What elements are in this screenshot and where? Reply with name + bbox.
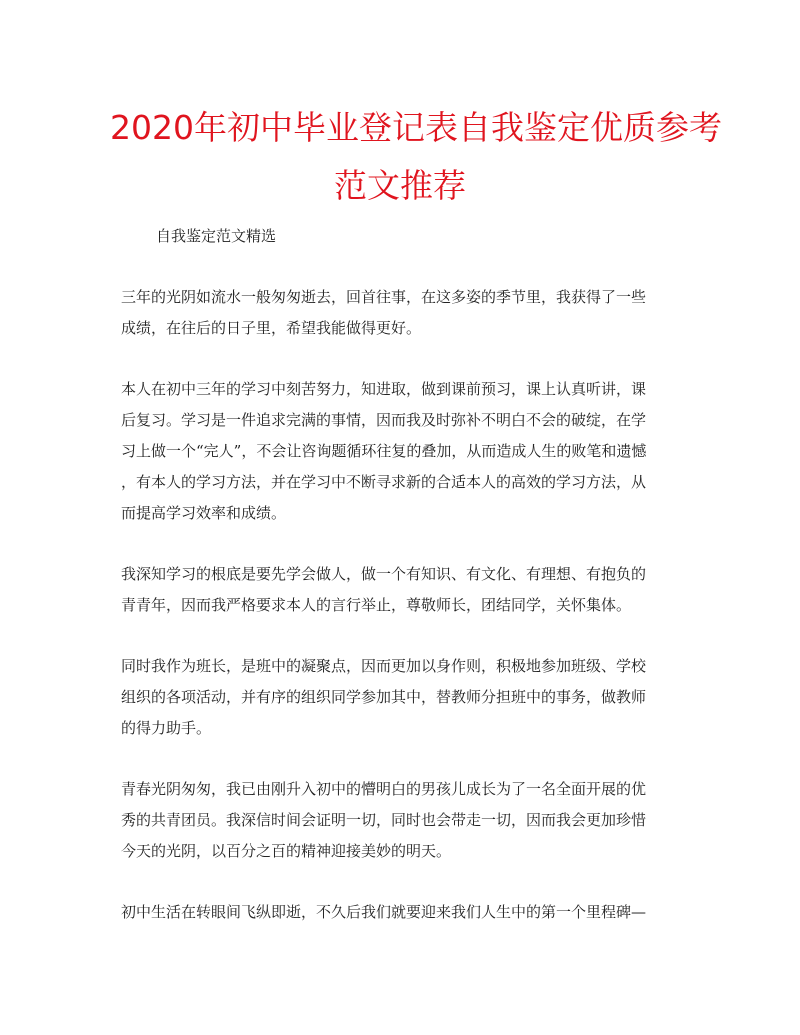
paragraph-5-line-3: 今天的光阴，以百分之百的精神迎接美妙的明天。 [121, 842, 452, 860]
document-subtitle: 自我鉴定范文精选 [156, 227, 277, 245]
paragraph-2-line-1: 本人在初中三年的学习中刻苦努力，知进取，做到课前预习，课上认真听讲，课 [121, 380, 647, 398]
paragraph-3-line-2: 青青年，因而我严格要求本人的言行举止，尊敬师长，团结同学，关怀集体。 [121, 596, 632, 614]
paragraph-1-line-1: 三年的光阴如流水一般匆匆逝去，回首往事，在这多姿的季节里，我获得了一些 [121, 288, 647, 306]
paragraph-2-line-5: 而提高学习效率和成绩。 [121, 504, 287, 522]
paragraph-4-line-3: 的得力助手。 [121, 719, 212, 737]
paragraph-5-line-1: 青春光阴匆匆，我已由刚升入初中的懵明白的男孩儿成长为了一名全面开展的优 [121, 780, 647, 798]
paragraph-2-line-4: ，有本人的学习方法，并在学习中不断寻求新的合适本人的高效的学习方法，从 [121, 473, 647, 491]
page-title-line-1: 2020年初中毕业登记表自我鉴定优质参考 [110, 108, 722, 147]
page-title-line-2: 范文推荐 [334, 166, 466, 205]
paragraph-2-line-3: 习上做一个“完人”，不会让咨询题循环往复的叠加，从而造成人生的败笔和遗憾 [121, 442, 647, 460]
paragraph-5-line-2: 秀的共青团员。我深信时间会证明一切，同时也会带走一切，因而我会更加珍惜 [121, 811, 647, 829]
paragraph-6-line-1: 初中生活在转眼间飞纵即逝，不久后我们就要迎来我们人生中的第一个里程碑— [121, 903, 647, 921]
paragraph-3-line-1: 我深知学习的根底是要先学会做人，做一个有知识、有文化、有理想、有抱负的 [121, 565, 647, 583]
paragraph-1-line-2: 成绩，在往后的日子里，希望我能做得更好。 [121, 319, 422, 337]
paragraph-2-line-2: 后复习。学习是一件追求完满的事情，因而我及时弥补不明白不会的破绽，在学 [121, 411, 647, 429]
paragraph-4-line-2: 组织的各项活动，并有序的组织同学参加其中，替教师分担班中的事务，做教师 [121, 688, 647, 706]
paragraph-4-line-1: 同时我作为班长，是班中的凝聚点，因而更加以身作则，积极地参加班级、学校 [121, 657, 647, 675]
